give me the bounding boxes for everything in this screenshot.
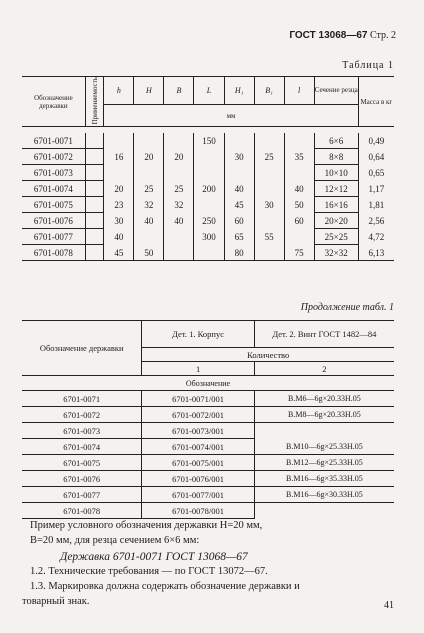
t1-cell-designation: 6701-0076 [22, 213, 85, 229]
t1-cell-B: 20 [164, 149, 194, 165]
t1-cell-H1: 40 [224, 181, 254, 197]
t1-cell-designation: 6701-0078 [22, 245, 85, 261]
t2-cell-designation: 6701-0077 [22, 487, 142, 503]
t1-cell-L: 300 [194, 229, 224, 245]
t1-cell-l [284, 165, 314, 181]
t2-quantity-label: Количество [247, 349, 290, 360]
t2-cell-det1: 6701-0076/001 [142, 471, 254, 487]
t1-cell-H1: 30 [224, 149, 254, 165]
table-row [22, 229, 394, 245]
table-row [22, 407, 394, 423]
t1-col-H: H [134, 77, 164, 105]
t1-cell-l: 35 [284, 149, 314, 165]
t1-cell-l [284, 133, 314, 149]
t1-col-H1: H₁ [224, 77, 254, 105]
t2-cell-det2: В.М16—6g×30.33Н.05 [254, 487, 394, 503]
t2-cell-designation: 6701-0075 [22, 455, 142, 471]
t1-cell-h [104, 133, 134, 149]
page-header [289, 30, 396, 41]
t1-cell-h: 45 [104, 245, 134, 261]
t1-cell-section: 6×6 [314, 133, 358, 149]
t1-cell-mass: 0,65 [368, 167, 385, 178]
t1-cell-h: 20 [104, 181, 134, 197]
t1-cell-L: 250 [194, 213, 224, 229]
table-row [22, 165, 394, 181]
t1-units-mm: мм [104, 104, 358, 127]
t1-cell-B: 40 [164, 213, 194, 229]
t1-cell-mass: 4,72 [368, 231, 385, 242]
t1-col-section: Сечение резца [314, 77, 358, 105]
table-row [22, 471, 394, 487]
t1-cell-H1: 80 [224, 245, 254, 261]
t2-cell-det1: 6701-0073/001 [142, 423, 254, 439]
table-row [22, 213, 394, 229]
t1-cell-l: 75 [284, 245, 314, 261]
t1-cell-L [194, 149, 224, 165]
t1-cell-l: 60 [284, 213, 314, 229]
t2-cell-designation: 6701-0074 [22, 439, 142, 455]
t1-cell-B1 [254, 213, 284, 229]
t2-cell-det1: 6701-0072/001 [142, 407, 254, 423]
t1-cell-l [284, 229, 314, 245]
t2-cell-det2: В.М10—6g×25.33Н.05 [254, 439, 394, 455]
t2-cell-det1: 6701-0074/001 [142, 439, 254, 455]
t1-cell-H: 25 [134, 181, 164, 197]
t1-cell-H: 40 [134, 213, 164, 229]
example-designation: Державка 6701-0071 ГОСТ 13068—67 [60, 551, 248, 563]
t1-cell-section: 32×32 [314, 245, 358, 261]
table-row [22, 439, 394, 455]
t1-cell-l: 50 [284, 197, 314, 213]
t1-cell-H1: 65 [224, 229, 254, 245]
t1-cell-B [164, 229, 194, 245]
t2-cell-designation: 6701-0078 [22, 503, 142, 519]
t2-cell-det1: 6701-0078/001 [142, 503, 254, 519]
table-row [22, 181, 394, 197]
t1-cell-L [194, 245, 224, 261]
t1-cell-h [104, 165, 134, 181]
t1-cell-mass: 2,56 [368, 215, 385, 226]
standard-id: ГОСТ 13068—67 [289, 30, 368, 41]
t1-cell-applicability [85, 229, 104, 245]
t1-cell-B1 [254, 133, 284, 149]
t2-cell-designation: 6701-0072 [22, 407, 142, 423]
example-line-2: B=20 мм, для резца сечением 6×6 мм: [30, 535, 200, 546]
t1-cell-B1: 30 [254, 197, 284, 213]
t1-cell-mass: 0,64 [368, 151, 385, 162]
t1-cell-designation: 6701-0074 [22, 181, 85, 197]
t1-cell-H1 [224, 165, 254, 181]
t1-cell-H1: 60 [224, 213, 254, 229]
t2-cell-det1: 6701-0075/001 [142, 455, 254, 471]
t1-col-B: B [164, 77, 194, 105]
t1-col-applicability: Применяемость [90, 77, 99, 125]
t2-qty-2: 2 [322, 363, 327, 374]
t1-cell-B1 [254, 245, 284, 261]
t1-cell-designation: 6701-0077 [22, 229, 85, 245]
t1-cell-mass: 1,81 [368, 199, 385, 210]
t1-cell-L [194, 197, 224, 213]
t2-cell-det1: 6701-0077/001 [142, 487, 254, 503]
t2-cell-det2: В.М8—6g×20.33Н.05 [254, 407, 394, 423]
t1-cell-H [134, 165, 164, 181]
t1-cell-L [194, 165, 224, 181]
t2-cell-det2: В.М16—6g×35.33Н.05 [254, 471, 394, 487]
table-1 [22, 76, 394, 261]
table-row [22, 245, 394, 261]
table-2-caption: Продолжение табл. 1 [300, 302, 394, 313]
page-number: 41 [384, 600, 394, 611]
t1-cell-H: 50 [134, 245, 164, 261]
page-label: Стр. 2 [369, 30, 396, 41]
t1-cell-h: 40 [104, 229, 134, 245]
clause-1-3-line2: товарный знак. [22, 596, 90, 607]
table-2 [22, 320, 394, 519]
t2-designation-label: Обозначение [185, 378, 231, 388]
t1-col-mass: Масса в кг [360, 97, 393, 106]
table-row [22, 423, 394, 439]
t1-cell-designation: 6701-0071 [22, 133, 85, 149]
table-row [22, 391, 394, 407]
t1-cell-applicability [85, 133, 104, 149]
table-row [22, 149, 394, 165]
t1-cell-B1: 55 [254, 229, 284, 245]
t1-cell-B [164, 133, 194, 149]
t1-cell-applicability [85, 181, 104, 197]
t1-cell-applicability [85, 149, 104, 165]
t1-col-B1: B₁ [254, 77, 284, 105]
t1-cell-H1: 45 [224, 197, 254, 213]
t1-col-designation: Обозначение державки [22, 77, 85, 127]
t1-cell-L: 200 [194, 181, 224, 197]
t1-cell-designation: 6701-0072 [22, 149, 85, 165]
t1-cell-section: 16×16 [314, 197, 358, 213]
t1-cell-mass: 1,17 [368, 183, 385, 194]
t2-qty-1: 1 [142, 362, 254, 376]
t1-cell-applicability [85, 213, 104, 229]
t1-cell-B [164, 245, 194, 261]
t1-cell-B1: 25 [254, 149, 284, 165]
table-row [22, 197, 394, 213]
t1-cell-mass: 6,13 [368, 247, 385, 258]
t2-col-designation: Обозначение державки [22, 321, 142, 376]
t1-cell-applicability [85, 245, 104, 261]
table-row [22, 455, 394, 471]
t1-cell-B: 32 [164, 197, 194, 213]
t1-cell-H1 [224, 133, 254, 149]
t1-cell-H: 32 [134, 197, 164, 213]
table-row [22, 503, 394, 519]
t1-col-l: l [284, 77, 314, 105]
t1-cell-applicability [85, 197, 104, 213]
t1-cell-B: 25 [164, 181, 194, 197]
t1-cell-B1 [254, 181, 284, 197]
t2-cell-det2 [254, 503, 394, 519]
t1-cell-section: 8×8 [314, 149, 358, 165]
t1-cell-section: 25×25 [314, 229, 358, 245]
t1-cell-mass: 0,49 [368, 136, 385, 147]
t1-cell-l: 40 [284, 181, 314, 197]
table-1-caption: Таблица 1 [342, 60, 394, 71]
t2-cell-det2: В.М6—6g×20.33Н.05 [254, 391, 394, 407]
t1-cell-B1 [254, 165, 284, 181]
t2-cell-designation: 6701-0076 [22, 471, 142, 487]
t1-cell-designation: 6701-0073 [22, 165, 85, 181]
t1-cell-h: 23 [104, 197, 134, 213]
t1-cell-h: 16 [104, 149, 134, 165]
t2-cell-designation: 6701-0073 [22, 423, 142, 439]
t1-col-h: h [104, 77, 134, 105]
t1-cell-section: 20×20 [314, 213, 358, 229]
t1-cell-H [134, 133, 164, 149]
t1-col-L: L [194, 77, 224, 105]
t1-cell-B [164, 165, 194, 181]
t2-cell-det2 [254, 423, 394, 439]
t1-cell-H: 20 [134, 149, 164, 165]
t1-cell-h: 30 [104, 213, 134, 229]
t2-cell-designation: 6701-0071 [22, 391, 142, 407]
t1-cell-section: 10×10 [314, 165, 358, 181]
t1-cell-designation: 6701-0075 [22, 197, 85, 213]
clause-1-3-line1: 1.3. Маркировка должна содержать обозначение державки и [30, 581, 300, 592]
t1-cell-section: 12×12 [314, 181, 358, 197]
table-row [22, 133, 394, 149]
t1-cell-L: 150 [194, 133, 224, 149]
t2-cell-det1: 6701-0071/001 [142, 391, 254, 407]
t2-cell-det2: В.М12—6g×25.33Н.05 [254, 455, 394, 471]
t1-cell-applicability [85, 165, 104, 181]
t2-col-det2: Дет. 2. Винт ГОСТ 1482—84 [272, 329, 377, 339]
example-line-1: Пример условного обозначения державки H=20 мм, [30, 520, 263, 531]
t2-col-det1: Дет. 1. Корпус [142, 321, 254, 348]
clause-1-2: 1.2. Технические требования — по ГОСТ 13072—67. [30, 566, 268, 577]
table-row [22, 487, 394, 503]
t1-cell-H [134, 229, 164, 245]
